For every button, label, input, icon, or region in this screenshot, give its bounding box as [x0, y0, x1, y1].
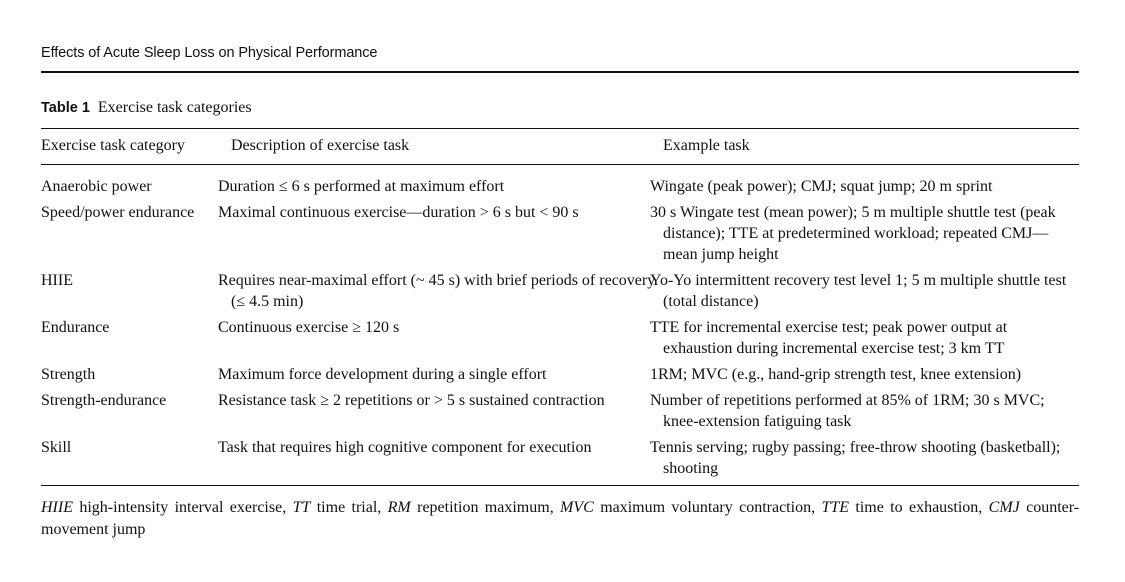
description-cell: Continuous exercise ≥ 120 s	[218, 319, 400, 336]
footnote-def: time trial	[316, 499, 378, 516]
category-cell: Anaerobic power	[41, 178, 152, 195]
example-cell: Tennis serving; rugby passing; free-throw shooting (basketball); shooting	[663, 437, 1079, 486]
footnote-abbr: MVC	[560, 499, 594, 516]
category-cell: Strength	[41, 366, 96, 383]
running-head: Effects of Acute Sleep Loss on Physical Performance	[41, 45, 378, 61]
footnote-abbr: TT	[292, 499, 311, 516]
table-row	[41, 364, 1079, 390]
category-cell: Speed/power endurance	[41, 204, 195, 221]
footnote-def: high-intensity interval exercise	[79, 499, 283, 516]
column-header-example: Example task	[663, 129, 1079, 165]
footnote-def: repetition maximum	[417, 499, 550, 516]
example-cell: Yo-Yo intermittent recovery test level 1; 5 m multiple shuttle test (total distance)	[650, 272, 1067, 310]
example-cell: 30 s Wingate test (mean power); 5 m multiple shuttle test (peak distance); TTE at predetermined workload; repeated CMJ—mean jump height	[650, 204, 1056, 263]
footnote-abbr: CMJ	[988, 499, 1020, 516]
table-title: Exercise task categories	[97, 99, 252, 116]
example-cell: TTE for incremental exercise test; peak power output at exhaustion during incremental exercise test; 3 km TT	[650, 319, 1008, 357]
table-header-row	[41, 129, 1079, 165]
table-label: Table 1	[41, 100, 90, 116]
table-row	[41, 437, 1079, 486]
description-cell: Duration ≤ 6 s performed at maximum effort	[218, 178, 505, 195]
example-cell: Number of repetitions performed at 85% of 1RM; 30 s MVC; knee-extension fatiguing task	[650, 392, 1045, 430]
table-footnote: HIIE high-intensity interval exercise, TT time trial, RM repetition maximum, MVC maximum voluntary contraction, TTE time to exhaustion, CMJ counter-movement jump	[41, 499, 1080, 538]
description-cell: Task that requires high cognitive component for execution	[231, 437, 663, 486]
footnote-abbr: HIIE	[41, 499, 73, 516]
table-row	[41, 390, 1079, 437]
table-caption	[41, 99, 252, 117]
category-cell: Skill	[41, 437, 231, 486]
example-cell: 1RM; MVC (e.g., hand-grip strength test, knee extension)	[650, 366, 1022, 383]
footnote-def: maximum voluntary contraction	[600, 499, 812, 516]
column-header-category: Exercise task category	[41, 129, 231, 165]
category-cell: Endurance	[41, 319, 110, 336]
header-rule	[41, 71, 1079, 73]
table-row	[41, 202, 1079, 270]
footnote-def: counter-movement jump	[41, 499, 1080, 538]
description-cell: Resistance task ≥ 2 repetitions or > 5 s sustained contraction	[218, 392, 605, 409]
table-row	[41, 317, 1079, 364]
column-header-description: Description of exercise task	[231, 129, 663, 165]
table-row	[41, 165, 1079, 203]
exercise-task-table	[41, 128, 1079, 486]
footnote-abbr: RM	[387, 499, 411, 516]
footnote-def: time to exhaustion	[855, 499, 979, 516]
footnote-abbr: TTE	[821, 499, 850, 516]
table-row	[41, 270, 1079, 317]
description-cell: Requires near-maximal effort (~ 45 s) with brief periods of recovery (≤ 4.5 min)	[218, 272, 656, 310]
description-cell: Maximal continuous exercise—duration > 6 s but < 90 s	[218, 204, 579, 221]
example-cell: Wingate (peak power); CMJ; squat jump; 20 m sprint	[650, 178, 993, 195]
category-cell: Strength-endurance	[41, 392, 167, 409]
category-cell: HIIE	[41, 272, 73, 289]
description-cell: Maximum force development during a single effort	[218, 366, 547, 383]
